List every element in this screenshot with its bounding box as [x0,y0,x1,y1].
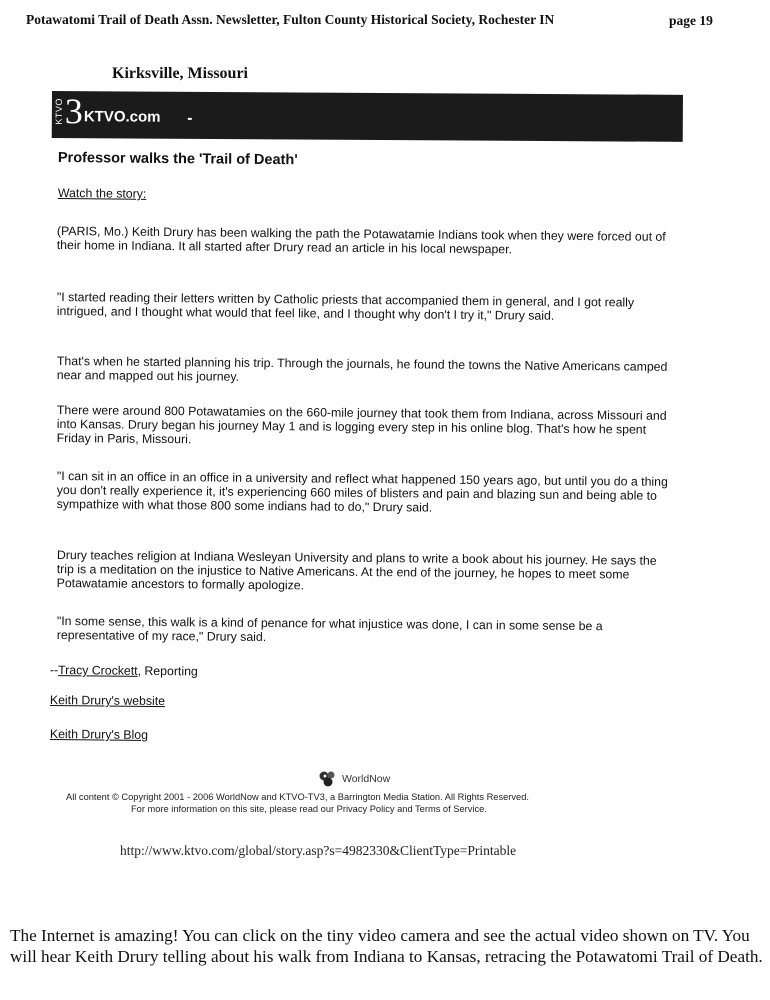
newsletter-caption: The Internet is amazing! You can click on the tiny video camera and see the actual video shown on TV. You will hear Keith Drury telling about his walk from Indiana to Kansas, retracing the Potawatomi Trail of Death. [10,926,763,966]
reporter-name-link[interactable]: Tracy Crockett [58,663,138,678]
article-paragraph: "I can sit in an office in an office in a university and reflect what happened 150 years ago, but until you do a thing you don't really experience it, it's experiencing 660 miles of blisters and pain and blazing sun and being able to sympathize with what those 800 some indians had to do," Drury said. [56,469,668,516]
copyright-line-2: For more information on this site, please read our Privacy Policy and Terms of Service. [131,804,487,814]
logo-numeral: 3 [64,91,83,132]
copyright-line-1: All content © Copyright 2001 - 2006 WorldNow and KTVO-TV3, a Barrington Media Station. All Rights Reserved. [66,792,529,802]
article-paragraph: (PARIS, Mo.) Keith Drury has been walking the path the Potawatamie Indians took when they were forced out of their home in Indiana. It all started after Drury read an article in his local newspaper. [56,224,666,257]
logo-text: KTVO.com [83,107,161,126]
newsletter-title: Potawatomi Trail of Death Assn. Newsletter, Fulton County Historical Society, Rochester IN [26,12,555,27]
keith-drury-website-link[interactable]: Keith Drury's website [49,693,166,709]
logo-vertical-text: KTVO [53,97,64,125]
article-paragraph: Drury teaches religion at Indiana Wesleyan University and plans to write a book about his journey. He says the trip is a meditation on the injustice to Native Americans. At the end of the journey, he hopes to meet some Potawatamie ancestors to formally apologize. [56,548,657,593]
ktvo-banner [52,91,683,142]
ktvo-logo [54,93,161,130]
article-paragraph: That's when he started planning his trip. Through the journals, he found the towns the Native Americans camped near and mapped out his journey. [56,354,668,384]
keith-drury-blog-link[interactable]: Keith Drury's Blog [49,727,149,742]
copyright-notice [66,791,706,815]
worldnow-logo-icon [318,770,338,788]
worldnow-logo [318,770,390,788]
worldnow-brand: WorldNow [342,773,391,785]
reporter-credit: --Tracy Crockett, Reporting [49,663,198,679]
printable-url: http://www.ktvo.com/global/story.asp?s=4982330&ClientType=Printable [120,843,517,858]
article-headline: Professor walks the 'Trail of Death' [57,150,298,169]
banner-mark [188,118,192,120]
watch-story-link[interactable]: Watch the story: [57,186,147,201]
article-paragraph: "In some sense, this walk is a kind of penance for what injustice was done, I can in some sense be a representative of my race," Drury said. [56,614,603,645]
page-number: page 19 [669,13,713,28]
city-line: Kirksville, Missouri [112,65,248,82]
article-paragraph: There were around 800 Potawatamies on the 660-mile journey that took them from Indiana, across Missouri and into Kansas. Drury began his journey May 1 and is logging every step in his online blog. That's how he spent Friday in Paris, Missouri. [56,403,667,447]
article-paragraph: "I started reading their letters written by Catholic priests that accompanied them in general, and I got really intrigued, and I thought what would that feel like, and I thought why don't I try it," Drury said. [56,290,635,323]
